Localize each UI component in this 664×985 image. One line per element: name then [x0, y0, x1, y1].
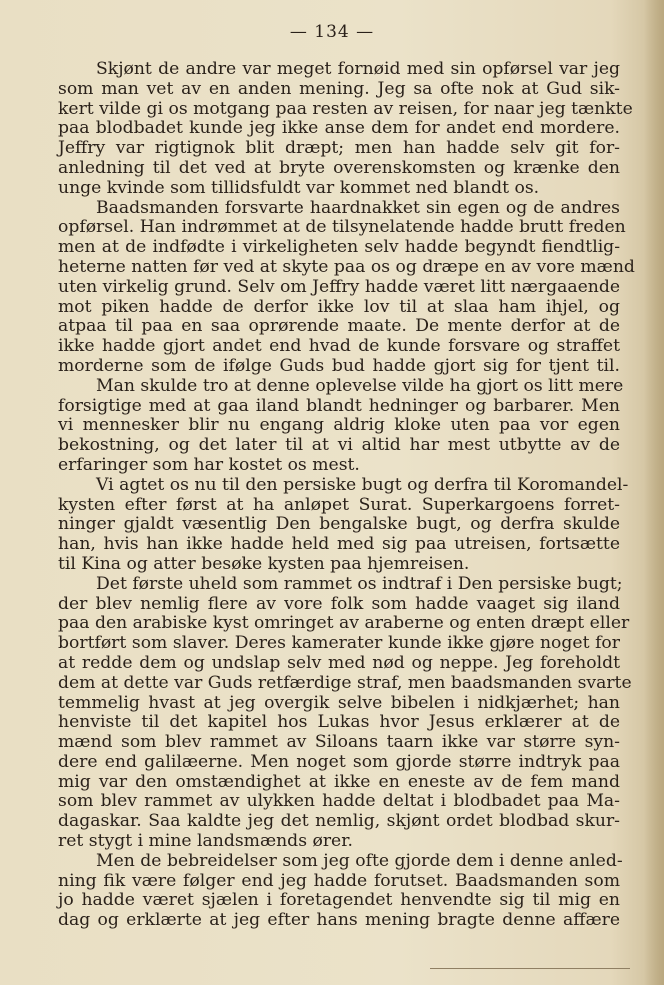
text-line: dag og erklærte at jeg efter hans mening bragte denne affære	[58, 910, 620, 931]
bottom-rule	[430, 968, 630, 969]
text-line: forsigtige med at gaa iland blandt hedninger og barbarer. Men	[58, 395, 620, 416]
text-line: han, hvis han ikke hadde held med sig paa utreisen, fortsætte	[58, 534, 620, 555]
text-line: jo hadde været sjælen i foretagendet henvendte sig til mig en	[58, 890, 620, 911]
text-line: dere end galilæerne. Men noget som gjorde større indtryk paa	[58, 751, 620, 772]
text-line: dem at dette var Guds retfærdige straf, men baadsmanden svarte	[58, 672, 632, 693]
text-line: som man vet av en anden mening. Jeg sa ofte nok at Gud sik-	[58, 78, 620, 99]
text-line: Jeffry var rigtignok blit dræpt; men han hadde selv git for-	[58, 138, 620, 159]
text-line: ning fik være følger end jeg hadde forutset. Baadsmanden som	[58, 870, 620, 891]
text-line: heterne natten før ved at skyte paa os og dræpe en av vore mænd	[58, 256, 635, 277]
text-line: kert vilde gi os motgang paa resten av reisen, for naar jeg tænkte	[58, 98, 633, 119]
text-line: Skjønt de andre var meget fornøid med sin opførsel var jeg	[96, 59, 620, 79]
text-line: uten virkelig grund. Selv om Jeffry hadde været litt nærgaaende	[58, 276, 621, 297]
text-line: bortført som slaver. Deres kamerater kunde ikke gjøre noget for	[58, 633, 620, 654]
text-line: ninger gjaldt væsentlig Den bengalske bugt, og derfra skulde	[58, 514, 620, 535]
text-line: Baadsmanden forsvarte haardnakket sin egen og de andres	[96, 197, 620, 218]
text-line: bekostning, og det later til at vi altid har mest utbytte av de	[58, 435, 620, 456]
text-line: mænd som blev rammet av Siloans taarn ikke var større syn-	[58, 732, 620, 753]
text-line: paa blodbadet kunde jeg ikke anse dem for andet end mordere.	[58, 118, 620, 139]
text-line: der blev nemlig flere av vore folk som hadde vaaget sig iland	[58, 593, 620, 614]
text-line: unge kvinde som tillidsfuldt var kommet ned blandt os.	[58, 177, 540, 198]
body-text	[58, 59, 635, 931]
text-line: morderne som de ifølge Guds bud hadde gjort sig for tjent til.	[58, 355, 620, 376]
page-edge-shadow	[644, 0, 664, 985]
text-line: men at de indfødte i virkeligheten selv hadde begyndt fiendtlig-	[58, 237, 620, 258]
text-line: mot piken hadde de derfor ikke lov til at slaa ham ihjel, og	[58, 296, 620, 317]
text-line: temmelig hvast at jeg overgik selve bibelen i nidkjærhet; han	[58, 692, 620, 713]
text-line: Det første uheld som rammet os indtraf i Den persiske bugt;	[96, 573, 623, 594]
text-line: atpaa til paa en saa oprørende maate. De mente derfor at de	[58, 316, 620, 337]
text-line: at redde dem og undslap selv med nød og neppe. Jeg foreholdt	[58, 652, 620, 673]
text-line: anledning til det ved at bryte overenskomsten og krænke den	[58, 157, 620, 178]
text-line: mig var den omstændighet at ikke en eneste av de fem mand	[58, 771, 620, 792]
text-line: kysten efter først at ha anløpet Surat. Superkargoens forret-	[58, 494, 620, 515]
text-line: dagaskar. Saa kaldte jeg det nemlig, skjønt ordet blodbad skur-	[58, 811, 620, 832]
text-line: ikke hadde gjort andet end hvad de kunde forsvare og straffet	[58, 336, 620, 357]
text-line: henviste til det kapitel hos Lukas hvor Jesus erklærer at de	[58, 712, 620, 733]
text-line: ret stygt i mine landsmænds ører.	[58, 831, 353, 852]
page-number: — 134 —	[289, 22, 375, 42]
text-line: Men de bebreidelser som jeg ofte gjorde dem i denne anled-	[96, 850, 623, 871]
text-line: Vi agtet os nu til den persiske bugt og derfra til Koromandel-	[96, 474, 629, 495]
text-line: opførsel. Han indrømmet at de tilsynelatende hadde brutt freden	[58, 217, 626, 238]
text-line: paa den arabiske kyst omringet av araberne og enten dræpt eller	[58, 613, 630, 634]
text-line: til Kina og atter besøke kysten paa hjemreisen.	[58, 553, 470, 574]
text-line: Man skulde tro at denne oplevelse vilde ha gjort os litt mere	[96, 375, 624, 396]
text-line: vi mennesker blir nu engang aldrig kloke uten paa vor egen	[58, 415, 620, 436]
text-line: erfaringer som har kostet os mest.	[58, 454, 360, 475]
text-line: som blev rammet av ulykken hadde deltat i blodbadet paa Ma-	[58, 791, 620, 812]
